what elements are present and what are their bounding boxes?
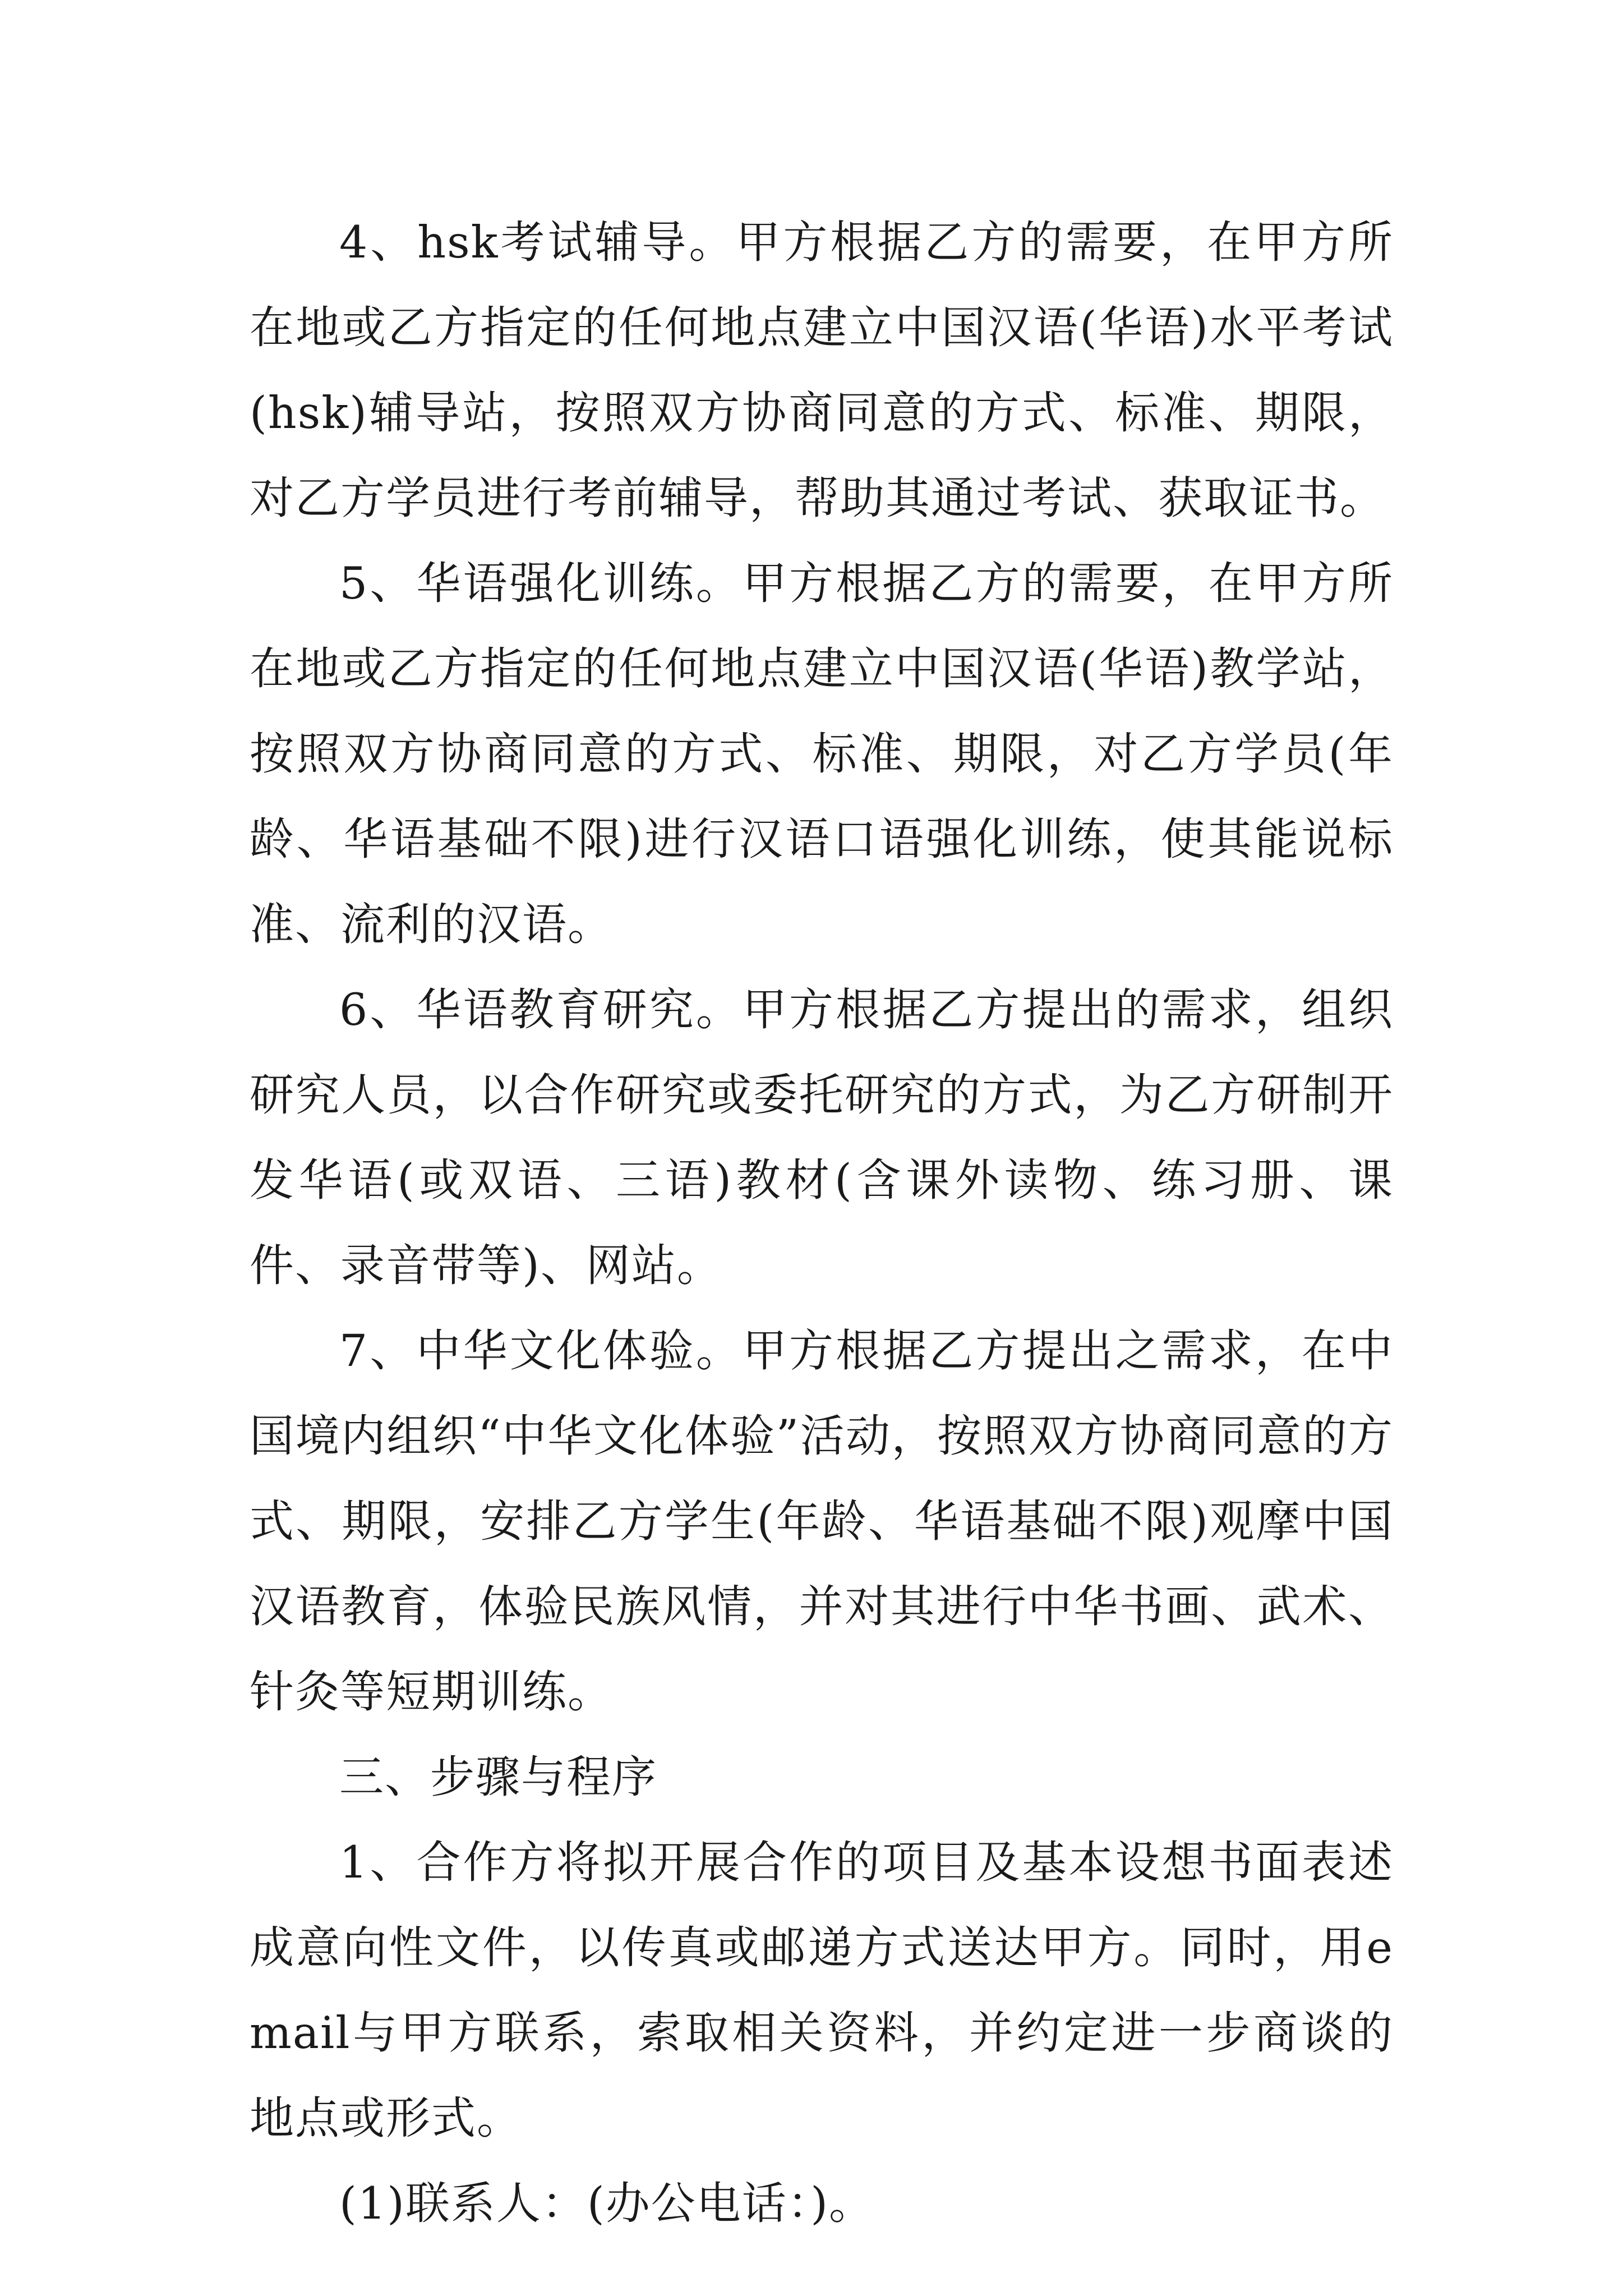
paragraph-chinese-culture-experience: 7、中华文化体验。甲方根据乙方提出之需求，在中国境内组织“中华文化体验”活动，按照双方协商同意的方式、期限，安排乙方学生(年龄、华语基础不限)观摩中国汉语教育，体验民族风情，并对其进行中华书画、武术、针灸等短期训练。 xyxy=(250,1325,1394,1718)
paragraph-chinese-intensive-training: 5、华语强化训练。甲方根据乙方的需要，在甲方所在地或乙方指定的任何地点建立中国汉语(华语)教学站，按照双方协商同意的方式、标准、期限，对乙方学员(年龄、华语基础不限)进行汉语口语强化训练，使其能说标准、流利的汉语。 xyxy=(250,558,1394,950)
section-heading: 三、步骤与程序 xyxy=(339,1751,657,1803)
document-body xyxy=(250,200,1394,2246)
paragraph-chinese-education-research: 6、华语教育研究。甲方根据乙方提出的需求，组织研究人员，以合作研究或委托研究的方式，为乙方研制开发华语(或双语、三语)教材(含课外读物、练习册、课件、录音带等)、网站。 xyxy=(250,984,1394,1291)
paragraph-step-1: 1、合作方将拟开展合作的项目及基本设想书面表述成意向性文件，以传真或邮递方式送达甲方。同时，用email与甲方联系，索取相关资料，并约定进一步商谈的地点或形式。 xyxy=(250,1837,1394,2144)
paragraph-contact: (1)联系人：(办公电话：)。 xyxy=(339,2178,875,2229)
paragraph-hsk-tutoring: 4、hsk考试辅导。甲方根据乙方的需要，在甲方所在地或乙方指定的任何地点建立中国汉语(华语)水平考试(hsk)辅导站，按照双方协商同意的方式、标准、期限，对乙方学员进行考前辅导，帮助其通过考试、获取证书。 xyxy=(250,217,1394,524)
